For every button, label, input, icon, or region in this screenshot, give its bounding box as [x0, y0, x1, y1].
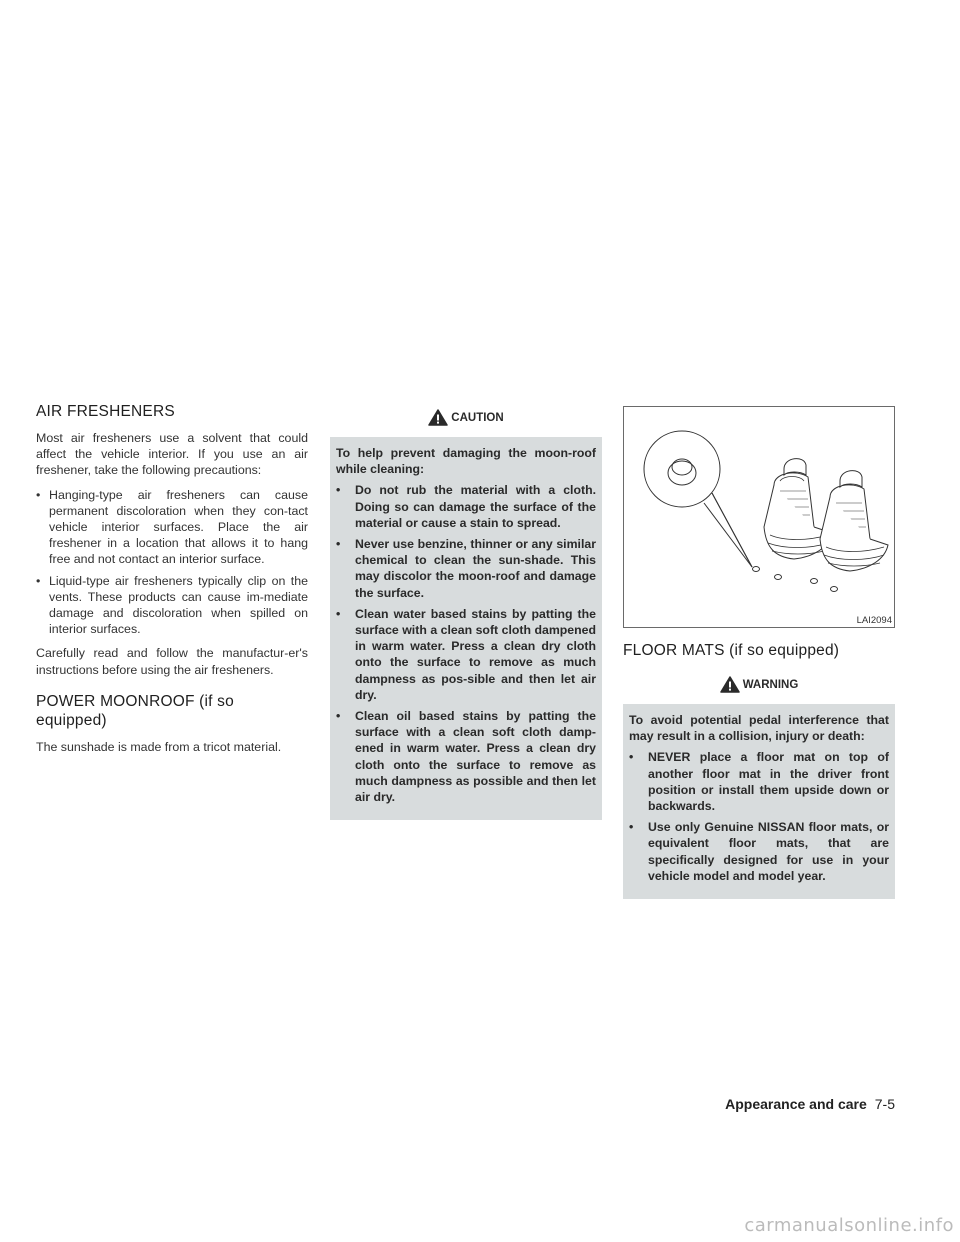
chapter-title: Appearance and care — [725, 1096, 867, 1112]
warning-header — [623, 669, 895, 704]
warning-triangle-icon — [428, 409, 448, 426]
warning-title: WARNING — [742, 678, 799, 691]
air-fresheners-list — [36, 487, 308, 638]
caution-intro: To help prevent damaging the moon-roof while cleaning: — [336, 446, 596, 477]
floor-mat-illustration — [623, 406, 895, 628]
caution-header — [330, 402, 602, 437]
floor-mats-heading: FLOOR MATS (if so equipped) — [623, 642, 840, 659]
figure-label: LAI2094 — [856, 615, 892, 626]
left-column — [36, 402, 308, 763]
list-item: • Use only Genuine NISSAN floor mats, or equivalent floor mats, that are specifically designed for use in your vehicle model and model year. — [629, 820, 889, 883]
warning-intro: To avoid potential pedal interference that may result in a collision, injury or death: — [629, 713, 889, 744]
warning-body — [623, 704, 895, 899]
list-item: • Clean oil based stains by patting the surface with a clean soft cloth damp-ened in warm water. Press a clean dry cloth onto the surface to remove as much dampness as possible and then let air dry. — [336, 709, 596, 805]
caution-list — [336, 482, 596, 805]
list-item: • Clean water based stains by patting the surface with a clean soft cloth dampened in warm water. Press a clean dry cloth onto the surface to remove as much dampness as pos-sible and then let air dry. — [336, 606, 596, 702]
power-moonroof-heading: POWER MOONROOF (if so equipped) — [36, 692, 234, 729]
air-fresheners-closing: Carefully read and follow the manufactur-er's instructions before using the air fresheners. — [36, 646, 308, 677]
list-item: • NEVER place a floor mat on top of another floor mat in the driver front position or install them upside down or backwards. — [629, 750, 889, 814]
page-footer — [725, 1096, 895, 1112]
air-fresheners-intro: Most air fresheners use a solvent that could affect the vehicle interior. If you use an air freshener, take the following precautions: — [36, 431, 308, 478]
warning-triangle-icon — [720, 676, 740, 693]
warning-list — [629, 749, 889, 884]
seats-illustration — [624, 407, 896, 629]
list-item: • Never use benzine, thinner or any similar chemical to clean the sun-shade. This may discolor the moon-roof and damage the surface. — [336, 537, 596, 600]
watermark: carmanualsonline.info — [744, 1215, 954, 1236]
page-number: 7-5 — [874, 1096, 895, 1112]
list-item: • Hanging-type air fresheners can cause permanent discoloration when they con-tact vehicle interior surfaces. Place the air freshener in a location that allows it to hang free and not contact an interior surface. — [36, 487, 308, 567]
warning-box — [623, 669, 895, 899]
list-item: • Liquid-type air fresheners typically clip on the vents. These products can cause im-mediate damage and discoloration when spilled on interior surfaces. — [36, 573, 308, 637]
right-column — [623, 406, 895, 899]
caution-box — [330, 402, 602, 820]
moonroof-text: The sunshade is made from a tricot material. — [36, 739, 282, 754]
caution-body — [330, 437, 602, 820]
list-item: • Do not rub the material with a cloth. Doing so can damage the surface of the material or cause a stain to spread. — [336, 483, 596, 530]
air-fresheners-heading: AIR FRESHENERS — [36, 403, 175, 420]
caution-title: CAUTION — [451, 411, 504, 424]
middle-column — [330, 402, 602, 820]
